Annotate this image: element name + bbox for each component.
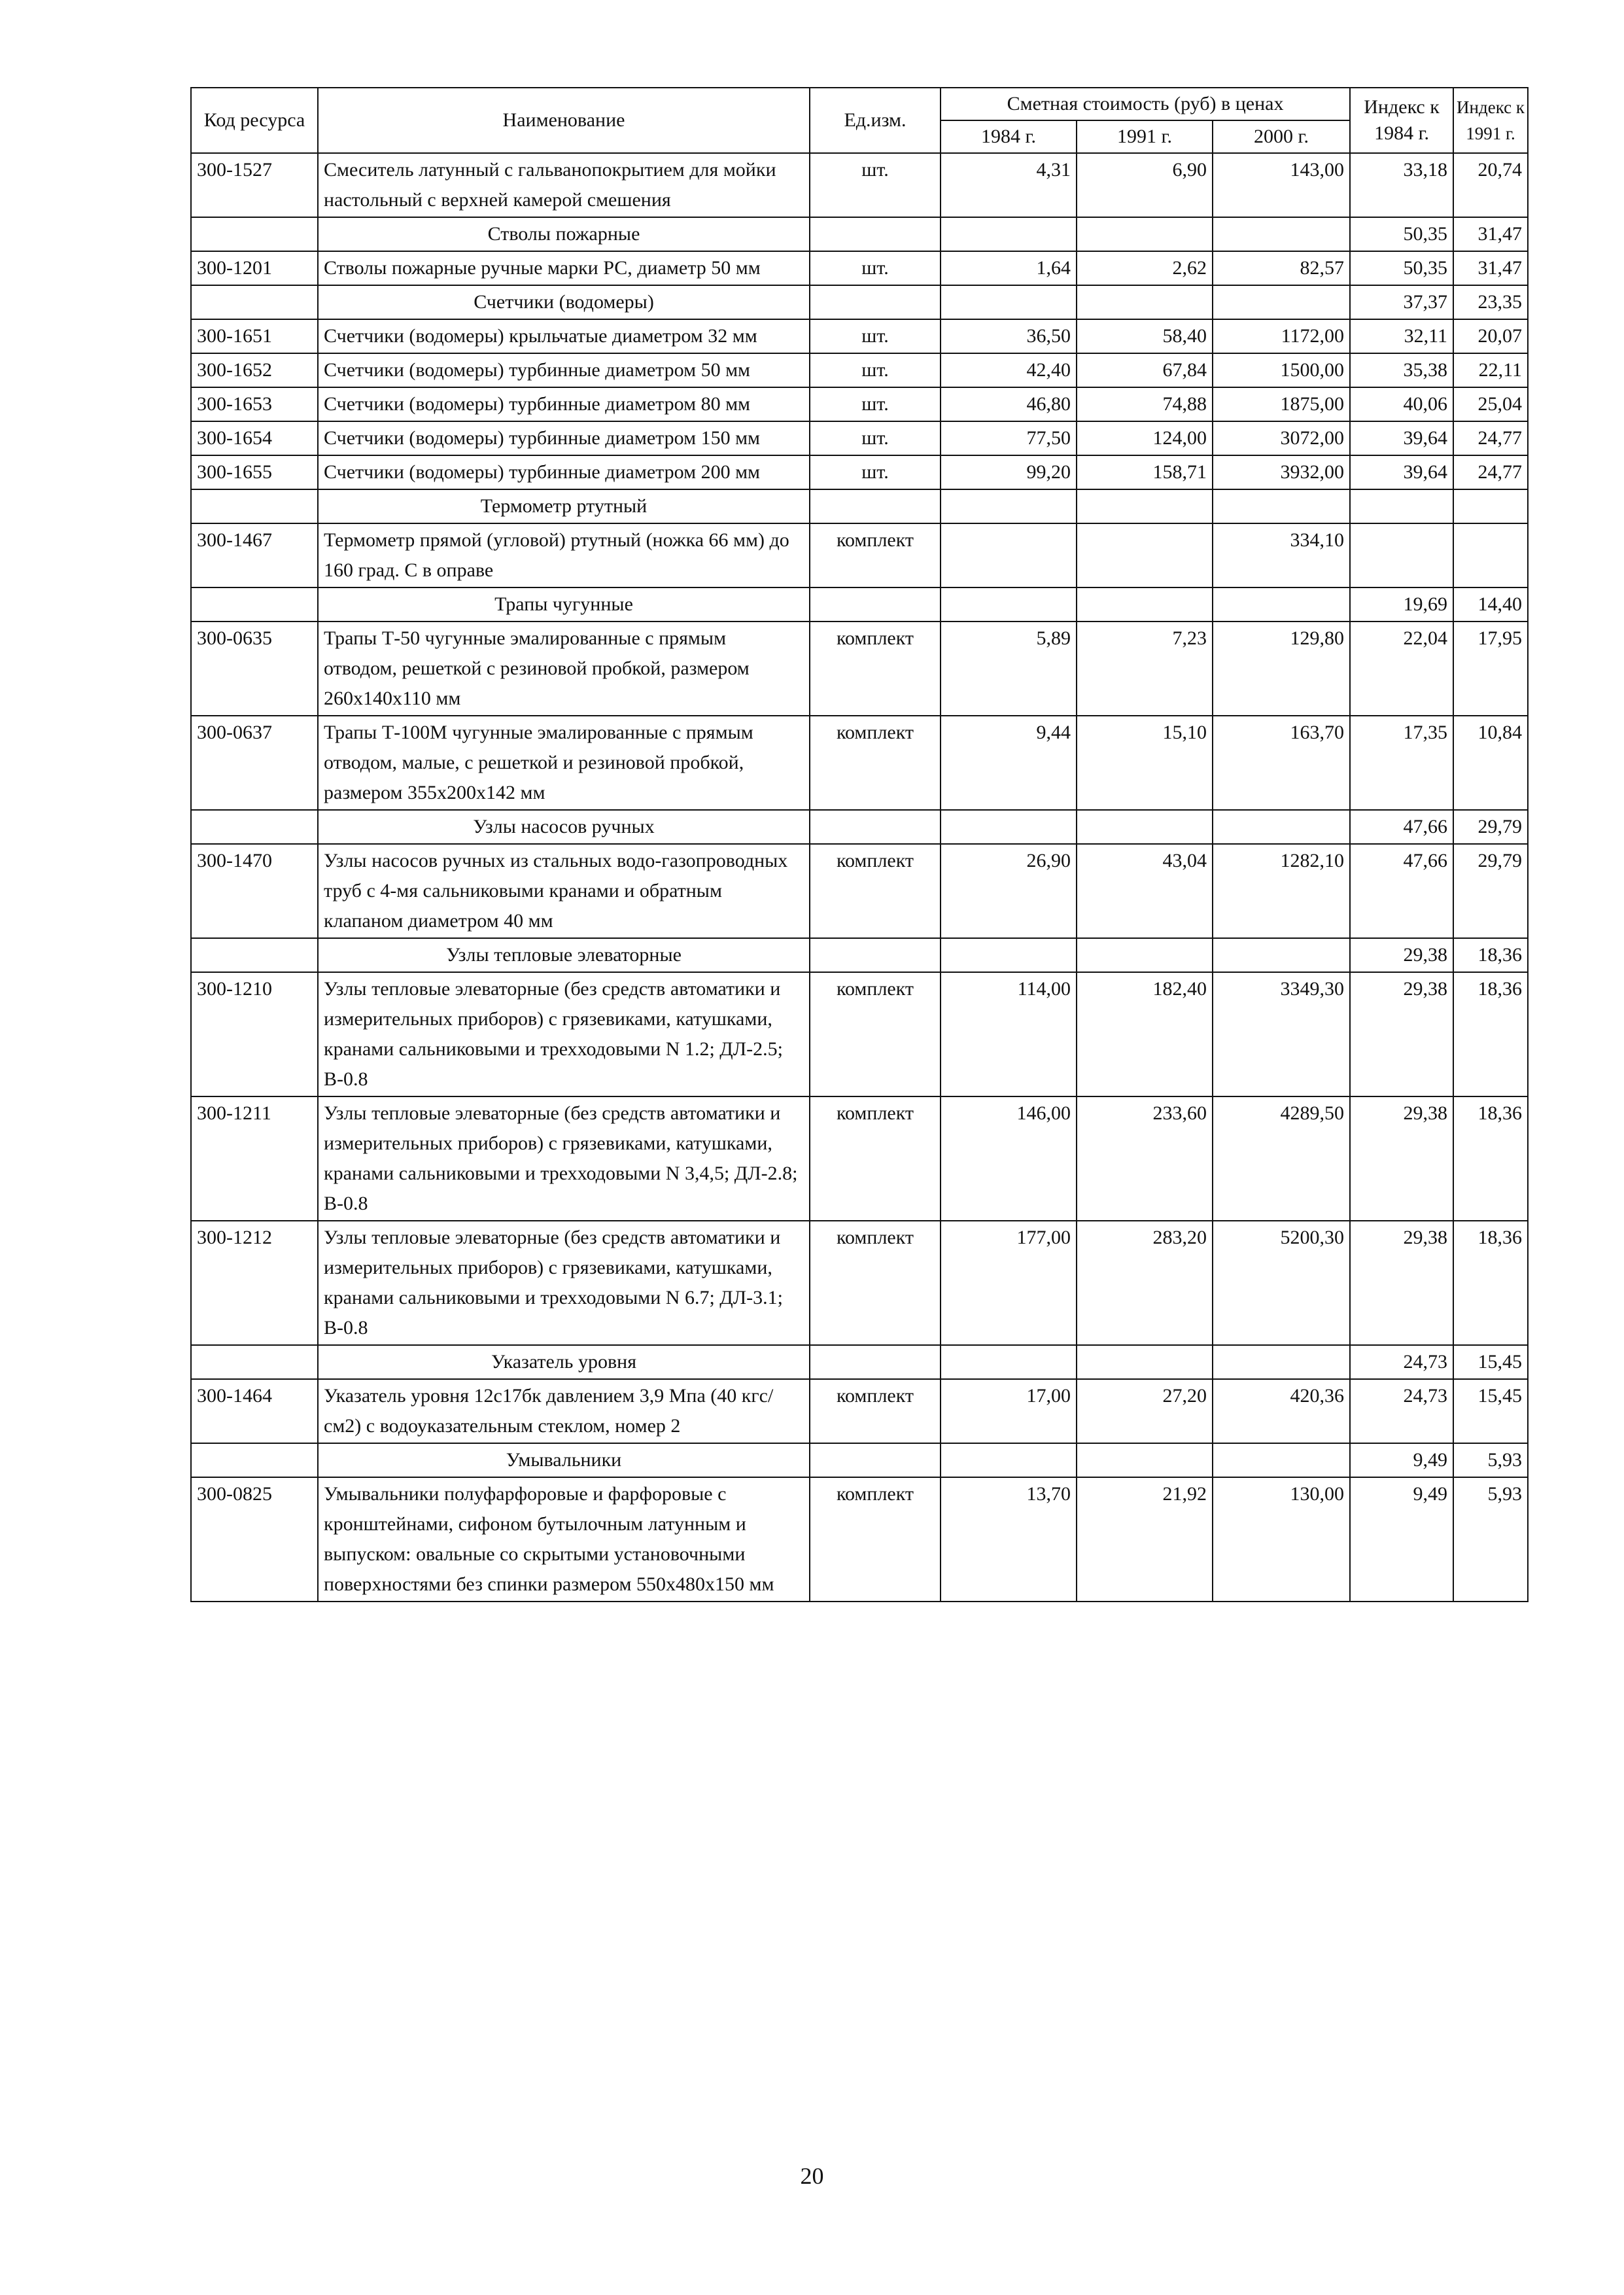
price-2000: 334,10 bbox=[1213, 523, 1350, 587]
resource-name: Стволы пожарные ручные марки РС, диаметр 50 мм bbox=[318, 251, 810, 285]
index-1984: 50,35 bbox=[1350, 251, 1453, 285]
index-1984: 24,73 bbox=[1350, 1379, 1453, 1443]
resource-unit: шт. bbox=[810, 387, 941, 421]
index-1991: 22,11 bbox=[1453, 353, 1528, 387]
resource-name: Узлы насосов ручных из стальных водо-газопроводных труб с 4-мя сальниковыми кранами и обратным клапаном диаметром 40 мм bbox=[318, 844, 810, 938]
section-2000-cell bbox=[1213, 1443, 1350, 1477]
section-1991-cell bbox=[1077, 217, 1213, 251]
resource-unit: комплект bbox=[810, 844, 941, 938]
section-header-row bbox=[191, 587, 1528, 622]
resource-name: Умывальники полуфарфоровые и фарфоровые с кронштейнами, сифоном бутылочным латунным и выпуском: овальные со скрытыми установочными поверхностями без спинки размером 550х480х150 мм bbox=[318, 1477, 810, 1602]
price-1991: 158,71 bbox=[1077, 455, 1213, 489]
price-1984 bbox=[941, 523, 1077, 587]
section-index-1984: 24,73 bbox=[1350, 1345, 1453, 1379]
section-index-1991: 29,79 bbox=[1453, 810, 1528, 844]
header-cost-group: Сметная стоимость (руб) в ценах bbox=[941, 88, 1350, 120]
price-1984: 4,31 bbox=[941, 153, 1077, 217]
section-index-1984: 47,66 bbox=[1350, 810, 1453, 844]
section-index-1991 bbox=[1453, 489, 1528, 523]
section-title: Указатель уровня bbox=[318, 1345, 810, 1379]
price-1991: 15,10 bbox=[1077, 716, 1213, 810]
table-row bbox=[191, 455, 1528, 489]
resource-code: 300-1211 bbox=[191, 1096, 318, 1221]
price-1991: 21,92 bbox=[1077, 1477, 1213, 1602]
index-1991: 5,93 bbox=[1453, 1477, 1528, 1602]
index-1991: 15,45 bbox=[1453, 1379, 1528, 1443]
index-1991: 18,36 bbox=[1453, 1096, 1528, 1221]
section-unit-cell bbox=[810, 489, 941, 523]
resource-code: 300-1470 bbox=[191, 844, 318, 938]
section-2000-cell bbox=[1213, 489, 1350, 523]
price-1984: 77,50 bbox=[941, 421, 1077, 455]
resource-name: Узлы тепловые элеваторные (без средств автоматики и измерительных приборов) с грязевиками, катушками, кранами сальниковыми и трехходовыми N 3,4,5; ДЛ-2.8; В-0.8 bbox=[318, 1096, 810, 1221]
index-1984: 33,18 bbox=[1350, 153, 1453, 217]
index-1984: 39,64 bbox=[1350, 421, 1453, 455]
header-index-1984: Индекс к 1984 г. bbox=[1350, 88, 1453, 153]
section-header-row bbox=[191, 285, 1528, 319]
section-unit-cell bbox=[810, 1443, 941, 1477]
section-index-1991: 5,93 bbox=[1453, 1443, 1528, 1477]
resource-unit: шт. bbox=[810, 353, 941, 387]
section-title: Узлы тепловые элеваторные bbox=[318, 938, 810, 972]
index-1984: 22,04 bbox=[1350, 622, 1453, 716]
section-title: Узлы насосов ручных bbox=[318, 810, 810, 844]
resource-unit: шт. bbox=[810, 319, 941, 353]
resource-code: 300-1212 bbox=[191, 1221, 318, 1345]
index-1984: 17,35 bbox=[1350, 716, 1453, 810]
section-1991-cell bbox=[1077, 938, 1213, 972]
resource-unit: комплект bbox=[810, 716, 941, 810]
table-row bbox=[191, 319, 1528, 353]
index-1991: 10,84 bbox=[1453, 716, 1528, 810]
price-2000: 4289,50 bbox=[1213, 1096, 1350, 1221]
section-code-cell bbox=[191, 1345, 318, 1379]
index-1991: 17,95 bbox=[1453, 622, 1528, 716]
price-2000: 129,80 bbox=[1213, 622, 1350, 716]
price-2000: 1500,00 bbox=[1213, 353, 1350, 387]
index-1984: 47,66 bbox=[1350, 844, 1453, 938]
resource-unit: комплект bbox=[810, 523, 941, 587]
price-1991: 283,20 bbox=[1077, 1221, 1213, 1345]
resource-name: Указатель уровня 12с17бк давлением 3,9 Мпа (40 кгс/см2) с водоуказательным стеклом, номер 2 bbox=[318, 1379, 810, 1443]
index-1991: 20,07 bbox=[1453, 319, 1528, 353]
table-row bbox=[191, 1477, 1528, 1602]
section-code-cell bbox=[191, 1443, 318, 1477]
price-1991: 27,20 bbox=[1077, 1379, 1213, 1443]
header-unit: Ед.изм. bbox=[810, 88, 941, 153]
section-title: Умывальники bbox=[318, 1443, 810, 1477]
section-title: Термометр ртутный bbox=[318, 489, 810, 523]
header-year-1984: 1984 г. bbox=[941, 120, 1077, 153]
section-index-1991: 23,35 bbox=[1453, 285, 1528, 319]
section-index-1991: 14,40 bbox=[1453, 587, 1528, 622]
table-row bbox=[191, 844, 1528, 938]
resource-code: 300-1201 bbox=[191, 251, 318, 285]
section-code-cell bbox=[191, 285, 318, 319]
price-2000: 3072,00 bbox=[1213, 421, 1350, 455]
price-1984: 42,40 bbox=[941, 353, 1077, 387]
price-1991: 124,00 bbox=[1077, 421, 1213, 455]
section-1984-cell bbox=[941, 285, 1077, 319]
resource-name: Счетчики (водомеры) турбинные диаметром 150 мм bbox=[318, 421, 810, 455]
section-2000-cell bbox=[1213, 285, 1350, 319]
resource-unit: комплект bbox=[810, 972, 941, 1096]
price-2000: 1282,10 bbox=[1213, 844, 1350, 938]
section-index-1991: 31,47 bbox=[1453, 217, 1528, 251]
resource-unit: комплект bbox=[810, 622, 941, 716]
header-index-1991: Индекс к 1991 г. bbox=[1453, 88, 1528, 153]
section-1984-cell bbox=[941, 938, 1077, 972]
price-2000: 82,57 bbox=[1213, 251, 1350, 285]
section-2000-cell bbox=[1213, 217, 1350, 251]
price-1991: 182,40 bbox=[1077, 972, 1213, 1096]
resource-code: 300-1652 bbox=[191, 353, 318, 387]
price-2000: 1875,00 bbox=[1213, 387, 1350, 421]
table-row bbox=[191, 153, 1528, 217]
table-row bbox=[191, 251, 1528, 285]
table-row bbox=[191, 1221, 1528, 1345]
price-1991: 233,60 bbox=[1077, 1096, 1213, 1221]
index-1984: 29,38 bbox=[1350, 1096, 1453, 1221]
header-year-2000: 2000 г. bbox=[1213, 120, 1350, 153]
section-header-row bbox=[191, 938, 1528, 972]
section-code-cell bbox=[191, 938, 318, 972]
price-1991: 74,88 bbox=[1077, 387, 1213, 421]
section-header-row bbox=[191, 217, 1528, 251]
section-title: Счетчики (водомеры) bbox=[318, 285, 810, 319]
section-1991-cell bbox=[1077, 489, 1213, 523]
price-1984: 36,50 bbox=[941, 319, 1077, 353]
section-index-1991: 15,45 bbox=[1453, 1345, 1528, 1379]
resource-name: Счетчики (водомеры) крыльчатые диаметром 32 мм bbox=[318, 319, 810, 353]
resource-unit: шт. bbox=[810, 455, 941, 489]
section-index-1984: 9,49 bbox=[1350, 1443, 1453, 1477]
section-2000-cell bbox=[1213, 1345, 1350, 1379]
resource-name: Счетчики (водомеры) турбинные диаметром 50 мм bbox=[318, 353, 810, 387]
table-row bbox=[191, 523, 1528, 587]
section-1991-cell bbox=[1077, 1443, 1213, 1477]
section-unit-cell bbox=[810, 285, 941, 319]
resource-name: Счетчики (водомеры) турбинные диаметром 80 мм bbox=[318, 387, 810, 421]
page-number: 20 bbox=[800, 2163, 824, 2189]
index-1984: 29,38 bbox=[1350, 1221, 1453, 1345]
table-row bbox=[191, 421, 1528, 455]
section-code-cell bbox=[191, 810, 318, 844]
price-1984: 13,70 bbox=[941, 1477, 1077, 1602]
price-1991: 43,04 bbox=[1077, 844, 1213, 938]
resource-code: 300-1527 bbox=[191, 153, 318, 217]
index-1984: 40,06 bbox=[1350, 387, 1453, 421]
resource-name: Счетчики (водомеры) турбинные диаметром 200 мм bbox=[318, 455, 810, 489]
price-1991: 6,90 bbox=[1077, 153, 1213, 217]
resource-name: Смеситель латунный с гальванопокрытием для мойки настольный с верхней камерой смешения bbox=[318, 153, 810, 217]
section-index-1984 bbox=[1350, 489, 1453, 523]
section-unit-cell bbox=[810, 810, 941, 844]
section-1991-cell bbox=[1077, 285, 1213, 319]
price-1991: 7,23 bbox=[1077, 622, 1213, 716]
section-code-cell bbox=[191, 587, 318, 622]
index-1991: 18,36 bbox=[1453, 1221, 1528, 1345]
section-title: Трапы чугунные bbox=[318, 587, 810, 622]
section-header-row bbox=[191, 1345, 1528, 1379]
index-1991: 25,04 bbox=[1453, 387, 1528, 421]
table-header bbox=[191, 88, 1528, 153]
resource-unit: шт. bbox=[810, 251, 941, 285]
section-1984-cell bbox=[941, 1345, 1077, 1379]
section-code-cell bbox=[191, 489, 318, 523]
resource-code: 300-0825 bbox=[191, 1477, 318, 1602]
table-row bbox=[191, 1096, 1528, 1221]
section-1984-cell bbox=[941, 489, 1077, 523]
section-index-1984: 37,37 bbox=[1350, 285, 1453, 319]
table-body bbox=[191, 153, 1528, 1602]
price-2000: 420,36 bbox=[1213, 1379, 1350, 1443]
resource-code: 300-1655 bbox=[191, 455, 318, 489]
resource-unit: комплект bbox=[810, 1221, 941, 1345]
index-1991: 24,77 bbox=[1453, 421, 1528, 455]
index-1984: 35,38 bbox=[1350, 353, 1453, 387]
resource-code: 300-1467 bbox=[191, 523, 318, 587]
index-1984: 29,38 bbox=[1350, 972, 1453, 1096]
resource-unit: комплект bbox=[810, 1477, 941, 1602]
resource-unit: шт. bbox=[810, 421, 941, 455]
price-1991: 67,84 bbox=[1077, 353, 1213, 387]
section-1991-cell bbox=[1077, 810, 1213, 844]
resource-price-table bbox=[190, 87, 1529, 1602]
section-1984-cell bbox=[941, 217, 1077, 251]
section-header-row bbox=[191, 810, 1528, 844]
section-index-1984: 19,69 bbox=[1350, 587, 1453, 622]
header-year-1991: 1991 г. bbox=[1077, 120, 1213, 153]
price-1984: 99,20 bbox=[941, 455, 1077, 489]
resource-unit: шт. bbox=[810, 153, 941, 217]
section-2000-cell bbox=[1213, 938, 1350, 972]
resource-name: Трапы Т-50 чугунные эмалированные с прямым отводом, решеткой с резиновой пробкой, размером 260х140х110 мм bbox=[318, 622, 810, 716]
resource-unit: комплект bbox=[810, 1379, 941, 1443]
price-1984: 46,80 bbox=[941, 387, 1077, 421]
table-row bbox=[191, 972, 1528, 1096]
resource-code: 300-1464 bbox=[191, 1379, 318, 1443]
price-1984: 1,64 bbox=[941, 251, 1077, 285]
price-1984: 177,00 bbox=[941, 1221, 1077, 1345]
section-1984-cell bbox=[941, 810, 1077, 844]
table-row bbox=[191, 387, 1528, 421]
price-2000: 163,70 bbox=[1213, 716, 1350, 810]
resource-code: 300-0635 bbox=[191, 622, 318, 716]
header-name: Наименование bbox=[318, 88, 810, 153]
index-1991: 31,47 bbox=[1453, 251, 1528, 285]
price-1984: 146,00 bbox=[941, 1096, 1077, 1221]
table-row bbox=[191, 1379, 1528, 1443]
section-2000-cell bbox=[1213, 587, 1350, 622]
index-1984: 32,11 bbox=[1350, 319, 1453, 353]
section-header-row bbox=[191, 1443, 1528, 1477]
price-2000: 5200,30 bbox=[1213, 1221, 1350, 1345]
price-1984: 5,89 bbox=[941, 622, 1077, 716]
price-1984: 26,90 bbox=[941, 844, 1077, 938]
section-1984-cell bbox=[941, 587, 1077, 622]
index-1984: 9,49 bbox=[1350, 1477, 1453, 1602]
price-1991: 2,62 bbox=[1077, 251, 1213, 285]
resource-code: 300-1654 bbox=[191, 421, 318, 455]
price-2000: 3932,00 bbox=[1213, 455, 1350, 489]
section-unit-cell bbox=[810, 217, 941, 251]
section-unit-cell bbox=[810, 587, 941, 622]
section-title: Стволы пожарные bbox=[318, 217, 810, 251]
resource-code: 300-1653 bbox=[191, 387, 318, 421]
section-1984-cell bbox=[941, 1443, 1077, 1477]
index-1984 bbox=[1350, 523, 1453, 587]
price-1991 bbox=[1077, 523, 1213, 587]
section-index-1984: 50,35 bbox=[1350, 217, 1453, 251]
price-1984: 114,00 bbox=[941, 972, 1077, 1096]
section-2000-cell bbox=[1213, 810, 1350, 844]
resource-code: 300-1651 bbox=[191, 319, 318, 353]
section-1991-cell bbox=[1077, 1345, 1213, 1379]
price-2000: 1172,00 bbox=[1213, 319, 1350, 353]
price-2000: 143,00 bbox=[1213, 153, 1350, 217]
index-1991 bbox=[1453, 523, 1528, 587]
section-unit-cell bbox=[810, 1345, 941, 1379]
resource-code: 300-0637 bbox=[191, 716, 318, 810]
section-1991-cell bbox=[1077, 587, 1213, 622]
resource-code: 300-1210 bbox=[191, 972, 318, 1096]
price-1991: 58,40 bbox=[1077, 319, 1213, 353]
price-1984: 17,00 bbox=[941, 1379, 1077, 1443]
section-header-row bbox=[191, 489, 1528, 523]
header-code: Код ресурса bbox=[191, 88, 318, 153]
section-index-1991: 18,36 bbox=[1453, 938, 1528, 972]
resource-name: Узлы тепловые элеваторные (без средств автоматики и измерительных приборов) с грязевиками, катушками, кранами сальниковыми и трехходовыми N 6.7; ДЛ-3.1; В-0.8 bbox=[318, 1221, 810, 1345]
table-row bbox=[191, 353, 1528, 387]
resource-name: Термометр прямой (угловой) ртутный (ножка 66 мм) до 160 град. С в оправе bbox=[318, 523, 810, 587]
index-1984: 39,64 bbox=[1350, 455, 1453, 489]
index-1991: 20,74 bbox=[1453, 153, 1528, 217]
table-row bbox=[191, 716, 1528, 810]
resource-unit: комплект bbox=[810, 1096, 941, 1221]
resource-name: Узлы тепловые элеваторные (без средств автоматики и измерительных приборов) с грязевиками, катушками, кранами сальниковыми и трехходовыми N 1.2; ДЛ-2.5; В-0.8 bbox=[318, 972, 810, 1096]
section-unit-cell bbox=[810, 938, 941, 972]
resource-name: Трапы Т-100М чугунные эмалированные с прямым отводом, малые, с решеткой и резиновой пробкой, размером 355х200х142 мм bbox=[318, 716, 810, 810]
section-index-1984: 29,38 bbox=[1350, 938, 1453, 972]
price-2000: 130,00 bbox=[1213, 1477, 1350, 1602]
index-1991: 29,79 bbox=[1453, 844, 1528, 938]
table-row bbox=[191, 622, 1528, 716]
price-2000: 3349,30 bbox=[1213, 972, 1350, 1096]
index-1991: 24,77 bbox=[1453, 455, 1528, 489]
index-1991: 18,36 bbox=[1453, 972, 1528, 1096]
price-1984: 9,44 bbox=[941, 716, 1077, 810]
section-code-cell bbox=[191, 217, 318, 251]
